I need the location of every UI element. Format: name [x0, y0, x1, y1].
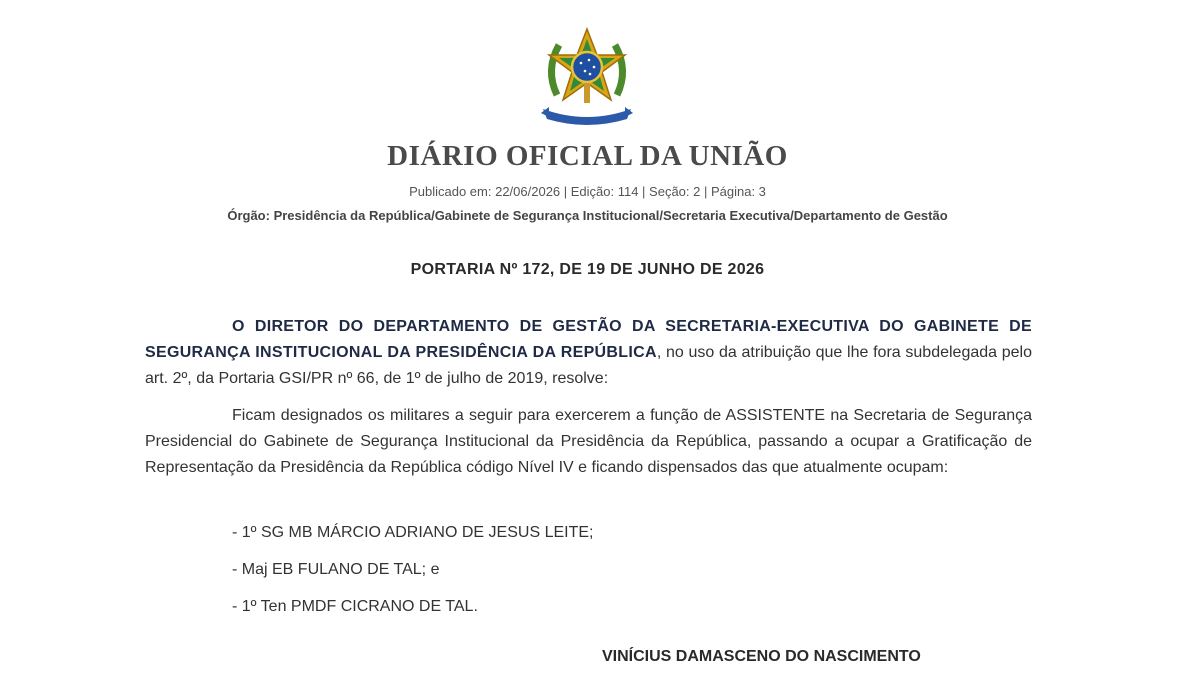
paragraph-preamble — [145, 314, 1032, 392]
paragraph-designation: Ficam designados os militares a seguir para exercerem a função de ASSISTENTE na Secretaria de Segurança Presidencial do Gabinete de Segurança Institucional da Presidência da República, passando a ocupar a Gratificação de Representação da Presidência da República código Nível IV e ficando dispensados das que atualmente ocupam: — [145, 407, 1032, 476]
orgao-value: Presidência da República/Gabinete de Segurança Institucional/Secretaria Executiva/Departamento de Gestão — [273, 208, 948, 223]
list-item: - Maj EB FULANO DE TAL; e — [232, 561, 440, 578]
signatory-name: VINÍCIUS DAMASCENO DO NASCIMENTO — [602, 648, 921, 665]
list-item: - 1º SG MB MÁRCIO ADRIANO DE JESUS LEITE; — [232, 524, 594, 541]
publication-info: Publicado em: 22/06/2026 | Edição: 114 | Seção: 2 | Página: 3 — [409, 184, 766, 199]
portaria-title: PORTARIA Nº 172, DE 19 DE JUNHO DE 2026 — [410, 261, 765, 278]
brazil-coat-of-arms-icon — [537, 25, 637, 125]
orgao-line — [0, 208, 1175, 223]
journal-title: DIÁRIO OFICIAL DA UNIÃO — [387, 140, 788, 172]
preamble-text: , no uso da atribuição que lhe fora subdelegada pelo art. 2º, da Portaria GSI/PR nº 66, de 1º de julho de 2019, resolve: — [145, 344, 1032, 387]
orgao-label: Órgão: — [227, 208, 270, 223]
list-item: - 1º Ten PMDF CICRANO DE TAL. — [232, 598, 478, 615]
authority-name: O DIRETOR DO DEPARTAMENTO DE GESTÃO DA SECRETARIA-EXECUTIVA DO GABINETE DE SEGURANÇA INSTITUCIONAL DA PRESIDÊNCIA DA REPÚBLICA — [145, 318, 1032, 361]
